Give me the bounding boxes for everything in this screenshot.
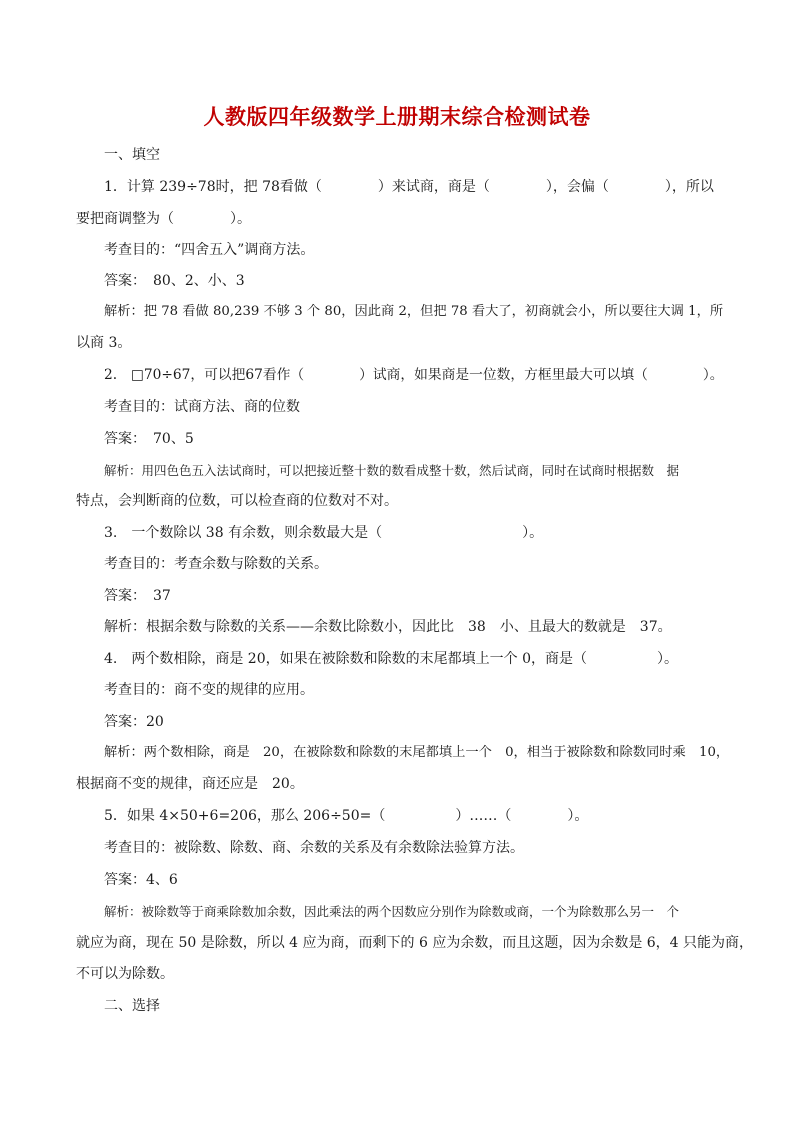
question-2: 2. □70÷67，可以把67看作（ ）试商，如果商是一位数，方框里最大可以填（ ）。 <box>104 367 724 383</box>
section-heading-choice: 二、选择 <box>104 998 160 1014</box>
question-1-analysis-line-1: 解析：把 78 看做 80,239 不够 3 个 80，因此商 2，但把 78 看大了，初商就会小，所以要往大调 1，所 <box>104 304 724 319</box>
question-1-answer: 答案： 80、2、小、3 <box>104 273 245 289</box>
question-1-line-1: 1．计算 239÷78时，把 78看做（ ）来试商，商是（ ），会偏（ ），所以 <box>104 179 714 195</box>
question-4: 4. 两个数相除，商是 20，如果在被除数和除数的末尾都填上一个 0，商是（ ）。 <box>104 651 678 667</box>
question-4-analysis-line-2: 根据商不变的规律，商还应是 20。 <box>76 776 304 792</box>
question-4-answer: 答案：20 <box>104 714 164 730</box>
question-5-analysis-line-3: 不可以为除数。 <box>76 966 174 982</box>
question-4-analysis-line-1: 解析：两个数相除，商是 20，在被除数和除数的末尾都填上一个 0，相当于被除数和除数同时乘 10， <box>104 745 730 760</box>
question-3: 3. 一个数除以 38 有余数，则余数最大是（ ）。 <box>104 525 544 541</box>
question-1-purpose: 考查目的：“四舍五入”调商方法。 <box>104 242 315 258</box>
question-5-analysis-line-2: 就应为商，现在 50 是除数，所以 4 应为商，而剩下的 6 应为余数，而且这题，因为余数是 6，4 只能为商， <box>76 935 754 951</box>
question-3-purpose: 考查目的：考查余数与除数的关系。 <box>104 556 328 572</box>
question-3-analysis: 解析：根据余数与除数的关系——余数比除数小，因此比 38 小、且最大的数就是 37。 <box>104 619 672 635</box>
question-5-analysis-line-1: 解析：被除数等于商乘除数加余数，因此乘法的两个因数应分别作为除数或商，一个为除数那么另一 个 <box>104 904 680 919</box>
question-2-analysis-line-1: 解析：用四色色五入法试商时，可以把接近整十数的数看成整十数，然后试商，同时在试商时根据数 据 <box>104 463 680 478</box>
question-2-answer: 答案： 70、5 <box>104 431 194 447</box>
question-2-purpose: 考查目的：试商方法、商的位数 <box>104 399 300 415</box>
question-5-answer: 答案：4、6 <box>104 872 178 888</box>
question-2-analysis-line-2: 特点，会判断商的位数，可以检查商的位数对不对。 <box>76 493 398 509</box>
question-1-analysis-line-2: 以商 3。 <box>76 335 132 351</box>
question-5-purpose: 考查目的：被除数、除数、商、余数的关系及有余数除法验算方法。 <box>104 840 524 856</box>
page-title: 人教版四年级数学上册期末综合检测试卷 <box>203 104 591 129</box>
question-4-purpose: 考查目的：商不变的规律的应用。 <box>104 682 314 698</box>
question-5: 5．如果 4×50+6=206，那么 206÷50=（ ）……（ ）。 <box>104 808 589 824</box>
question-1-line-2: 要把商调整为（ ）。 <box>76 211 251 227</box>
section-heading-fill-in: 一、填空 <box>104 147 160 163</box>
question-3-answer: 答案： 37 <box>104 588 171 604</box>
